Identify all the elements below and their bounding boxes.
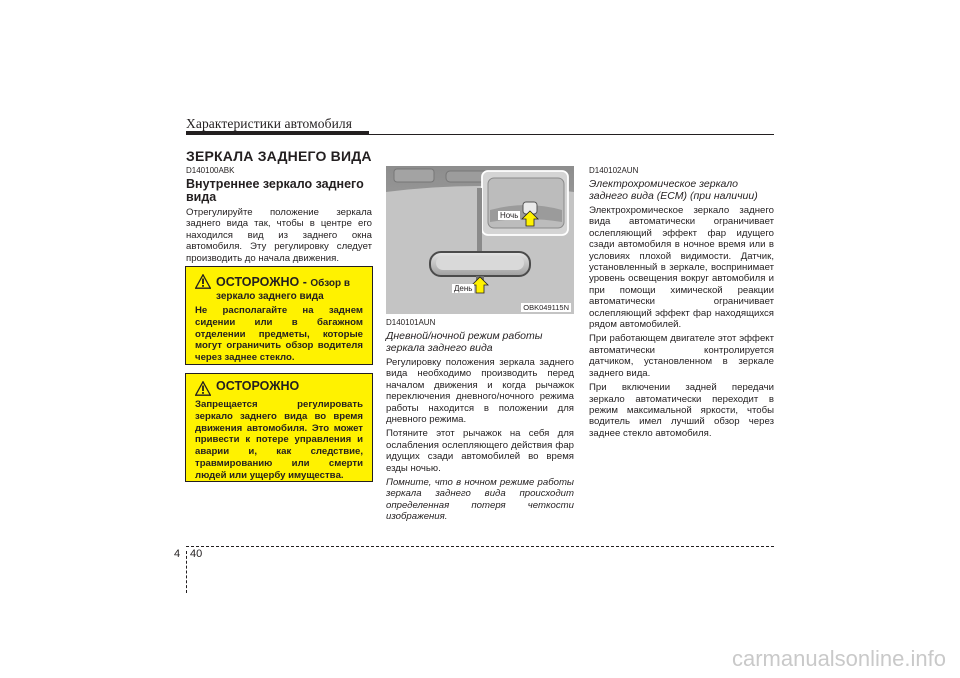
subsection-heading: Электрохромическое зеркало заднего вида (ECM) (при наличии) — [589, 178, 758, 202]
section-code: D140102AUN — [589, 166, 639, 175]
watermark: carmanualsonline.info — [731, 646, 946, 671]
warning-text: Запрещается регулировать зеркало заднего вида во время движения автомобиля. Это может привести к потере управления и аварии и, как следствие, травмированию или смерти людей или ущербу имуществa. — [195, 399, 363, 481]
paragraph: Регулировку положения зеркала заднего вида необходимо производить перед началом движения и когда рычажок переключения дневного/ночного режима работы находится в положении для дневного режима. — [386, 357, 574, 426]
body-text — [386, 357, 574, 523]
column-1 — [186, 166, 372, 264]
header-rule — [186, 134, 774, 135]
warning-title: ОСТОРОЖНО - — [216, 275, 311, 289]
warning-title: ОСТОРОЖНО — [216, 379, 300, 393]
warning-triangle-icon — [195, 381, 211, 396]
column-3 — [589, 166, 774, 439]
column-2 — [386, 318, 574, 523]
warning-subtitle-line2: зеркало заднего вида — [216, 291, 324, 302]
subsection-heading: Дневной/ночной режим работы зеркала заднего вида — [386, 330, 543, 354]
warning-box-view — [185, 266, 373, 365]
warning-header — [195, 273, 363, 291]
paragraph: При работающем двигателе этот эффект автоматически контролируется датчиком, установленном в зеркале заднего вида. — [589, 333, 774, 379]
warning-header — [195, 380, 363, 396]
paragraph: Электрохромическое зеркало заднего вида автоматически ограничивает ослепляющий эффект фар идущего сзади автомобиля в ночное время или в условиях плохой видимости. Датчик, установленный в зеркале, воспринимает уровень освещения вокруг автомобиля и при помощи химической реакции автоматически ограничивает ослепляющий эффект фар находящихся рядом автомобилей. — [589, 205, 774, 331]
page-number: 40 — [190, 548, 203, 560]
running-header: Характеристики автомобиля — [186, 116, 353, 131]
mirror-photo — [386, 166, 574, 314]
paragraph: При включении задней передачи зеркало автоматически переходит в режим максимальной яркости, чтобы водитель имел лучший обзор через заднее стекло автомобиля. — [589, 382, 774, 439]
label-night: Ночь — [500, 211, 519, 220]
warning-text: Не располагайте на заднем сидении или в багажном отделении предметы, которые могут ограничить обзор водителя через заднее стекло. — [195, 305, 363, 364]
figure-code: OBK049115N — [523, 303, 569, 312]
note-paragraph: Помните, что в ночном режиме работы зеркала заднего вида происходит определенная потеря четкости изображения. — [386, 477, 574, 523]
label-day: День — [454, 284, 473, 293]
section-code: D140100ABK — [186, 166, 235, 175]
chapter-number: 4 — [174, 548, 181, 560]
footer-crop-mark — [186, 551, 187, 593]
rearview-mirror-illustration — [386, 166, 574, 314]
section-code: D140101AUN — [386, 318, 436, 327]
paragraph: Отрегулируйте положение зеркала заднего вида так, чтобы в центре его находился вид из заднего окна автомобиля. Эту регулировку следует производить до начала движения. — [186, 207, 372, 264]
body-text — [589, 205, 774, 439]
warning-triangle-icon — [195, 274, 211, 289]
footer-rule — [186, 546, 774, 547]
subsection-heading: Внутреннее зеркало заднего вида — [186, 177, 364, 204]
warning-box-adjust — [185, 373, 373, 482]
warning-subtitle: Обзор в — [310, 278, 351, 289]
paragraph: Потяните этот рычажок на себя для ослабления ослепляющего действия фар идущих сзади автомобилей во время езды ночью. — [386, 428, 574, 474]
section-title: ЗЕРКАЛА ЗАДНЕГО ВИДА — [186, 148, 372, 164]
